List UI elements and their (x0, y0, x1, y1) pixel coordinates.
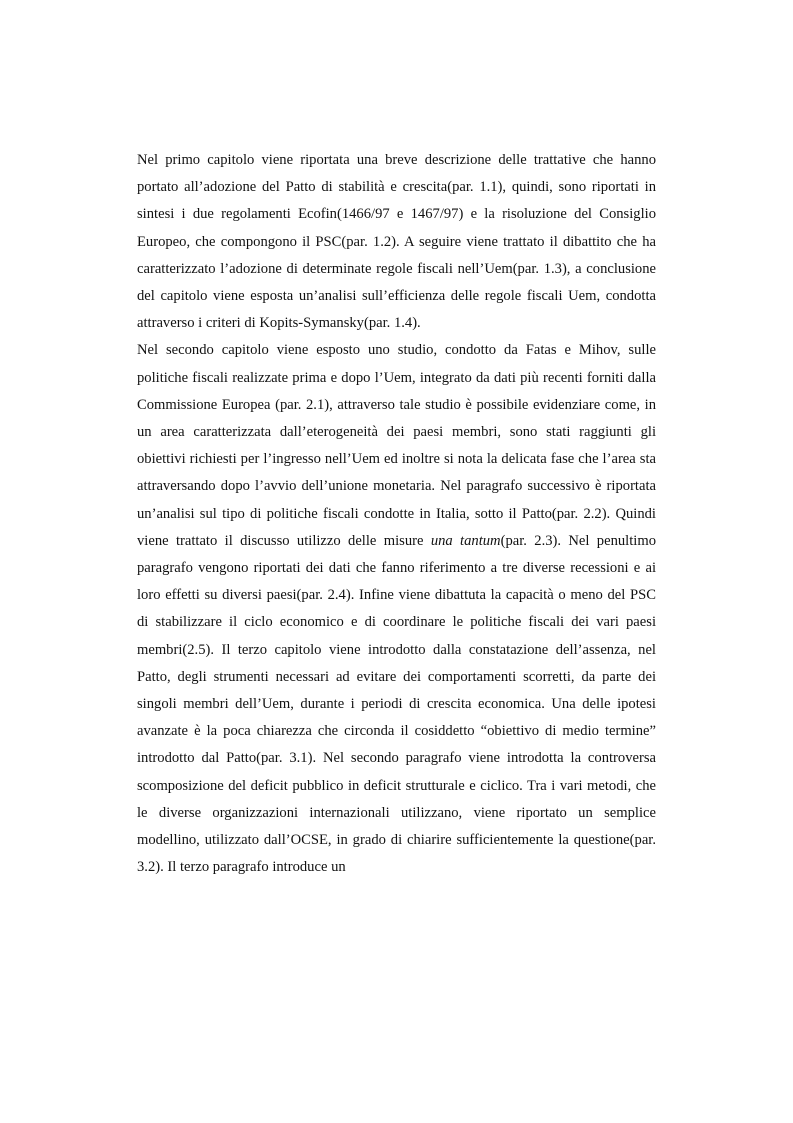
paragraph-chapter-2-3 (137, 337, 660, 881)
paragraph-text-start: Nel secondo capitolo viene esposto uno studio, condotto da Fatas e Mihov, sulle politiche fiscali realizzate prima e dopo l’Uem, integrato da dati più recenti forniti dalla Commissione Europea (par. 2.1), attraverso tale studio è possibile evidenziare come, in un area caratterizzata dall’eterogeneità dei paesi membri, sono stati raggiunti gli obiettivi richiesti per l’ingresso nell’Uem ed inoltre si nota la delicata fase che l’area sta attraversando dopo l’avvio dell’unione monetaria. Nel paragrafo successivo è riportata un’analisi sul tipo di politiche fiscali condotte in Italia, sotto il Patto(par. 2.2). Quindi viene trattato il discusso utilizzo delle misure (137, 342, 660, 549)
paragraph-text: Nel primo capitolo viene riportata una breve descrizione delle trattative che hanno portato all’adozione del Patto di stabilità e crescita(par. 1.1), quindi, sono riportati in sintesi i due regolamenti Ecofin(1466/97 e 1467/97) e la risoluzione del Consiglio Europeo, che compongono il PSC(par. 1.2). A seguire viene trattato il dibattito che ha caratterizzato l’adozione di determinate regole fiscali nell’Uem(par. 1.3), a conclusione del capitolo viene esposta un’analisi sull’efficienza delle regole fiscali Uem, condotta attraverso i criteri di Kopits-Symansky(par. 1.4). (137, 152, 660, 332)
paragraph-chapter-1 (137, 147, 660, 337)
paragraph-text-end: (par. 2.3). Nel penultimo paragrafo vengono riportati dei dati che fanno riferimento a tre diverse recessioni e ai loro effetti su diversi paesi(par. 2.4). Infine viene dibattuta la capacità o meno del PSC di stabilizzare il ciclo economico e di coordinare le politiche fiscali dei vari paesi membri(2.5). Il terzo capitolo viene introdotto dalla constatazione dell’assenza, nel Patto, degli strumenti necessari ad evitare dei comportamenti scorretti, da parte dei singoli membri dell’Uem, durante i periodi di crescita economica. Una delle ipotesi avanzate è la poca chiarezza che circonda il cosiddetto “obiettivo di medio termine” introdotto dal Patto(par. 3.1). Nel secondo paragrafo viene introdotta la controversa scomposizione del deficit pubblico in deficit strutturale e ciclico. Tra i vari metodi, che le diverse organizzazioni internazionali utilizzano, viene riportato un semplice modellino, utilizzato dall’OCSE, in grado di chiarire sufficientemente la questione(par. 3.2). Il terzo paragrafo introduce un (137, 532, 660, 876)
body-text (137, 147, 660, 881)
italic-term: una tantum (430, 532, 501, 549)
